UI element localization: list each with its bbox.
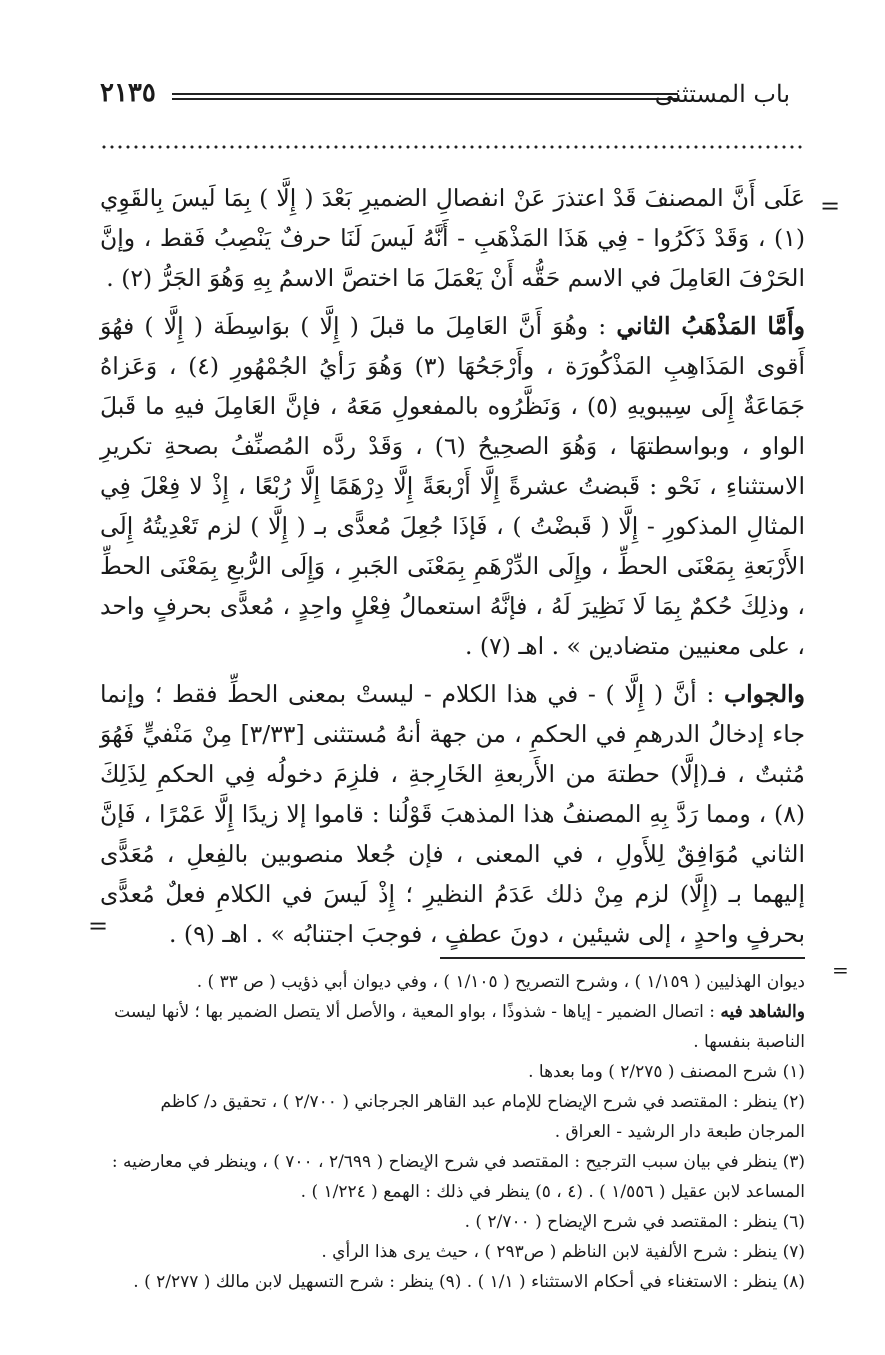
footnote-line xyxy=(100,1237,805,1267)
paragraph-text: عَلَى أَنَّ المصنفَ قَدْ اعتذرَ عَنْ انفصالِ الضميرِ بَعْدَ ( إِلَّا ) بِمَا لَيسَ بِالقَوِي (١) ، وَقَدْ ذَكَرُوا - فِي هَذَا المَذْهَبِ - أَنَّهُ لَيسَ لَنَا حرفٌ يَنْصِبُ فَقط ، وإنَّ الحَرْفَ العَامِلَ في الاسم حَقُّه أَنْ يَعْمَلَ مَا اختصَّ الاسمُ بِهِ وَهُوَ الجَرُّ (٢) . xyxy=(100,184,805,292)
paragraph xyxy=(100,306,805,666)
footnote-line xyxy=(100,1207,805,1237)
footnote-rule xyxy=(440,957,805,959)
footnotes xyxy=(100,967,805,1297)
footnote-continuation-mark: = xyxy=(832,958,849,982)
footnote-lead: والشاهد فيه xyxy=(720,1002,805,1022)
footnote-line xyxy=(100,1147,805,1207)
footnote-text: (٦) ينظر : المقتصد في شرح الإيضاح ( ٢/٧٠٠ ) . xyxy=(464,1212,805,1232)
paragraph-lead: وأَمَّا المَذْهَبُ الثاني xyxy=(616,312,806,340)
footnote-text: (٧) ينظر : شرح الألفية لابن الناظم ( ص٢٩٣ ) ، حيث يرى هذا الرأي . xyxy=(321,1242,805,1262)
page-number: ٢١٣٥ xyxy=(100,78,156,108)
paragraph-text: : وهُوَ أَنَّ العَامِلَ ما قبلَ ( إِلَّا ) بوَاسِطَة ( إِلَّا ) فهُوَ أَقوى المَذَاهِبِ المَذْكُورَة ، وأَرْجَحُهَا (٣) وَهُوَ رَأيُ الجُمْهُورِ (٤) ، وَعَزاهُ جَمَاعَةٌ إِلَى سِيبويهِ (٥) ، وَنَظَّرُوه بالمفعولِ مَعَهُ ، فإنَّ العَامِلَ فيهِ ما قَبلَ الواو ، وبواسطتهَا ، وَهُوَ الصحِيحُ (٦) ، وَقَدْ ردَّه المُصنِّفُ بصحةِ تكريرِ الاستثناءِ ، نَحْو : قَبضتُ عشرةً إِلَّا أَرْبعَةً إِلَّا دِرْهَمًا إِلَّا رُبْعًا ، إِذْ لا فِعْلَ فِي المثالِ المذكورِ - إِلَّا ( قَبضْتُ ) ، فَإذَا جُعِلَ مُعدًّى بـ ( إِلَّا ) لزم تَعْدِيتُهُ إِلَى الأَرْبَعةِ بِمَعْنَى الحطِّ ، وإِلَى الدِّرْهَمِ بِمَعْنَى الجَبرِ ، وَإِلَى الرُّبعِ بِمَعْنَى الحطِّ ، وذلِكَ حُكمٌ بِمَا لَا نَظِيرَ لَهُ ، فإنَّهُ استعمالُ فِعْلٍ واحِدٍ ، مُعدًّى بحرفٍ واحد ، على معنيين متضادين » . اهـ (٧) . xyxy=(100,312,805,660)
footnote-line xyxy=(100,1087,805,1147)
header-double-rule xyxy=(172,93,678,100)
footnote-line xyxy=(100,1267,805,1297)
footnote-text: (٨) ينظر : الاستغناء في أحكام الاستثناء ( ١/١ ) . (٩) ينظر : شرح التسهيل لابن مالك ( ٢/٢٧٧ ) . xyxy=(133,1272,805,1292)
footnote-text: (٢) ينظر : المقتصد في شرح الإيضاح للإمام عبد القاهر الجرجاني ( ٢/٧٠٠ ) ، تحقيق د/ كاظم المرجان طبعة دار الرشيد - العراق . xyxy=(160,1092,805,1142)
main-text xyxy=(100,178,805,954)
chapter-title: باب المستثنى xyxy=(654,80,790,108)
continuation-mark-top: = xyxy=(820,192,841,220)
paragraph-text: : أنَّ ( إِلَّا ) - في هذا الكلام - ليستْ بمعنى الحطِّ فقط ؛ وإنما جاء إدخالُ الدرهمِ في الحكمِ ، من جهة أنهُ مُستثنى [٣/٣٣] مِنْ مَنْفيٍّ فَهُوَ مُثبتٌ ، فـ(إلَّا) حطتهَ من الأَربعةِ الخَارِجةِ ، فلزِمَ دخولُه فِي الحكمِ لِذَلِكَ (٨) ، ومما رَدَّ بِهِ المصنفُ هذا المذهبَ قَوْلُنا : قاموا إلا زيدًا إِلَّا عَمْرًا ، فَإنَّ الثاني مُوَافِقٌ لِلأَولِ ، في المعنى ، فإن جُعلا منصوبين بالفِعلِ ، مُعَدًّى إليهما بـ (إِلَّا) لزم مِنْ ذلك عَدَمُ النظيرِ ؛ إِذْ لَيسَ في الكلامِ فعلٌ مُعدًّى بحرفٍ واحدٍ ، إلى شيئين ، دونَ عطفٍ ، فوجبَ اجتنابُه » . اهـ (٩) . xyxy=(100,680,805,948)
footnote-line xyxy=(100,997,805,1057)
footnote-text: ديوان الهذليين ( ١/١٥٩ ) ، وشرح التصريح ( ١/١٠٥ ) ، وفي ديوان أبي ذؤيب ( ص ٣٣ ) . xyxy=(196,972,805,992)
footnote-text: (١) شرح المصنف ( ٢/٢٧٥ ) وما بعدها . xyxy=(528,1062,805,1082)
paragraph xyxy=(100,674,805,954)
dotted-separator xyxy=(100,142,805,152)
continuation-mark-bottom: = xyxy=(88,912,109,940)
paragraph-lead: والجواب xyxy=(724,680,805,708)
running-header xyxy=(100,78,790,118)
footnote-text: : اتصال الضمير - إياها - شذوذًا ، بواو المعية ، والأصل ألا يتصل الضمير بها ؛ لأنها ليست الناصبة بنفسها . xyxy=(114,1002,805,1052)
paragraph xyxy=(100,178,805,298)
footnote-line xyxy=(100,967,805,997)
footnote-line xyxy=(100,1057,805,1087)
footnote-text: (٣) ينظر في بيان سبب الترجيح : المقتصد في شرح الإيضاح ( ٢/٦٩٩ ، ٧٠٠ ) ، وينظر في معارضيه : المساعد لابن عقيل ( ١/٥٥٦ ) . (٤ ، ٥) ينظر في ذلك : الهمع ( ١/٢٢٤ ) . xyxy=(111,1152,805,1202)
